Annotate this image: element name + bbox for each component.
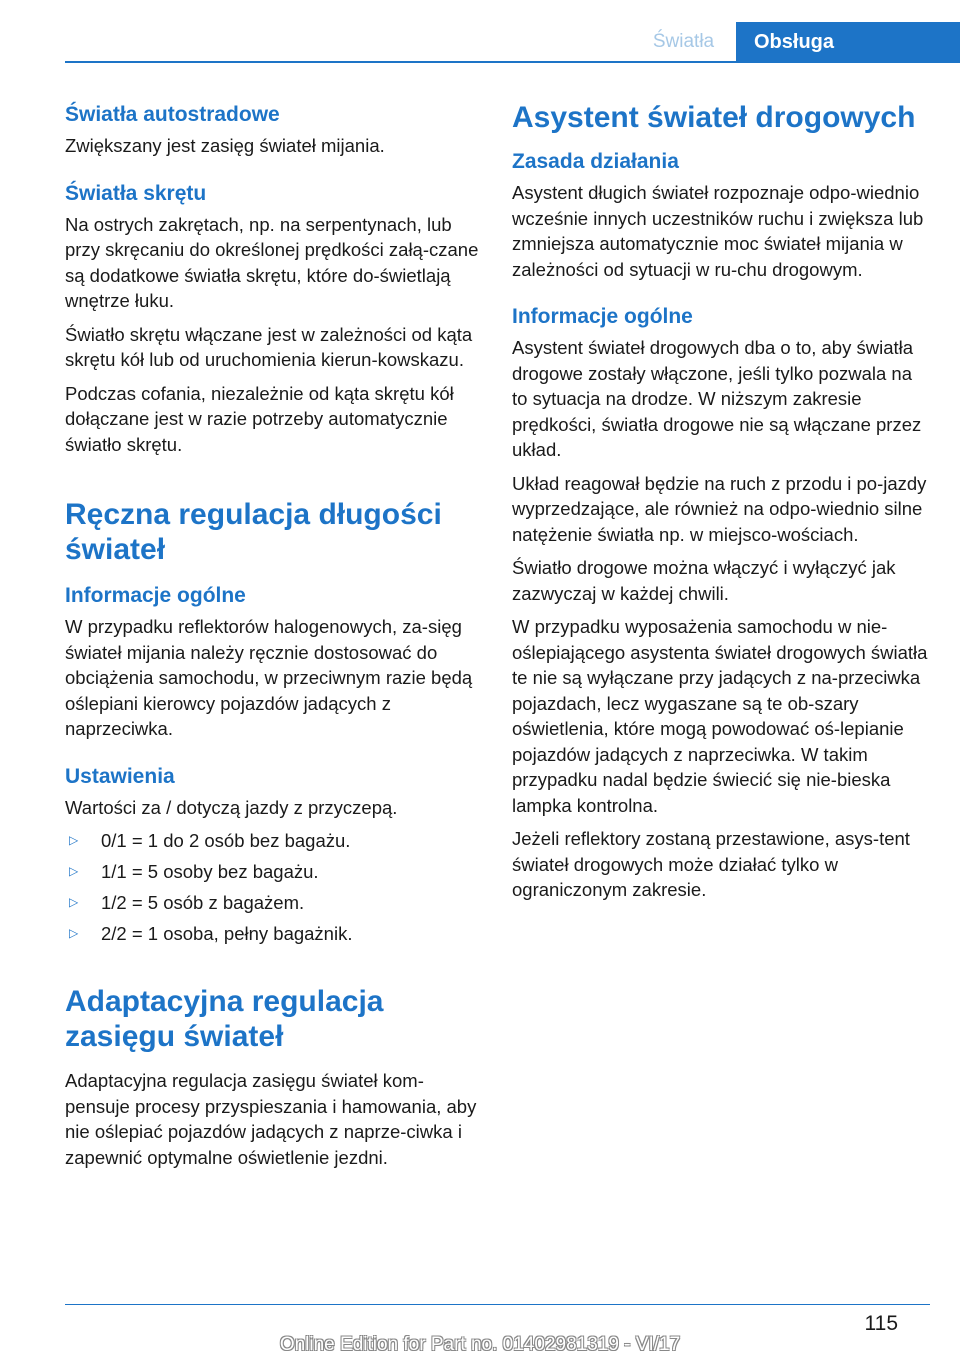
paragraph: Układ reagował będzie na ruch z przodu i po-jazdy wyprzedzające, ale również na odpo-wiednio silne natężenie światła np. w miejsco-wościach.: [512, 472, 927, 545]
list-item: ▷ 1/2 = 5 osób z bagażem.: [69, 892, 305, 913]
footer-rule: [65, 1304, 930, 1305]
paragraph: Podczas cofania, niezależnie od kąta skrętu kół dołączane jest w razie potrzeby automatycznie światło skrętu.: [65, 382, 454, 455]
heading-general-info: Informacje ogólne: [512, 305, 693, 328]
heading-manual-headlight-range: Ręczna regulacja długości świateł: [65, 498, 442, 566]
edition-watermark: Online Edition for Part no. 01402981319 - VI/17: [279, 1334, 681, 1355]
left-column: [65, 100, 480, 1176]
paragraph: Wartości za / dotyczą jazdy z przyczepą.: [65, 796, 398, 818]
heading-adaptive-headlight-range: Adaptacyjna regulacja zasięgu świateł: [65, 985, 384, 1053]
header-section-tab[interactable]: Światła: [652, 31, 715, 52]
paragraph: Adaptacyjna regulacja zasięgu świateł kom-pensuje procesy przyspieszania i hamowania, aby nie oślepiać pojazdów jadących z naprze-ciwka i zapewnić optymalne oświetlenie jezdni.: [65, 1070, 477, 1168]
triangle-bullet-icon: ▷: [69, 833, 79, 847]
list-item: ▷ 2/2 = 1 osoba, pełny bagażnik.: [69, 923, 353, 944]
paragraph: Zwiększany jest zasięg świateł mijania.: [65, 135, 385, 156]
heading-cornering-lights: Światła skrętu: [65, 181, 207, 205]
heading-settings: Ustawienia: [65, 764, 175, 788]
triangle-bullet-icon: ▷: [69, 895, 79, 909]
heading-high-beam-assistant: Asystent świateł drogowych: [512, 101, 916, 134]
heading-general-info: Informacje ogólne: [65, 584, 246, 607]
right-column: [512, 100, 930, 909]
paragraph: W przypadku wyposażenia samochodu w nie-oślepiającego asystenta świateł drogowych światła te nie są wyłączane przy jadących z na-przeciwka pojazdach, lecz wygaszane są te ob-szary oświetlenia, które mogą powodować oś-lepianie pojazdów jadących z naprzeciwka. W takim przypadku nadal będzie świecić się nie-bieska lampka kontrolna.: [512, 616, 928, 816]
heading-highway-lights: Światła autostradowe: [65, 103, 280, 126]
paragraph: W przypadku reflektorów halogenowych, za-sięg świateł mijania należy ręcznie dostosować do obciążenia samochodu, w przeciwnym razie będą oślepiani kierowcy pojazdów jadących z naprzeciwka.: [65, 616, 473, 739]
settings-list: [65, 828, 480, 946]
header-chapter-tab[interactable]: Obsługa: [736, 22, 960, 62]
paragraph: Asystent długich świateł rozpoznaje odpo-wiednio wcześnie innych uczestników ruchu i zwiększa lub zmniejsza automatycznie moc świateł mijania w zależności od sytuacji w ru-chu drogowym.: [512, 182, 924, 280]
triangle-bullet-icon: ▷: [69, 864, 79, 878]
paragraph: Światło drogowe można włączyć i wyłączyć jak zazwyczaj w każdej chwili.: [512, 557, 896, 604]
triangle-bullet-icon: ▷: [69, 926, 79, 940]
paragraph: Asystent świateł drogowych dba o to, aby światła drogowe zostały włączone, jeśli tylko pozwala na to sytuacja na drodze. W niższym zakresie prędkości, światła drogowe nie są włączane przez układ.: [512, 337, 922, 460]
page-number: 115: [864, 1312, 898, 1335]
list-item: ▷ 0/1 = 1 do 2 osób bez bagażu.: [69, 830, 351, 851]
paragraph: Światło skrętu włączane jest w zależności od kąta skrętu kół lub od uruchomienia kierun-kowskazu.: [65, 323, 473, 370]
header-rule: [65, 61, 960, 63]
paragraph: Na ostrych zakrętach, np. na serpentynach, lub przy skręcaniu do określonej prędkości załą-czane są dodatkowe światła skrętu, które do-świetlają wnętrze łuku.: [65, 213, 479, 311]
heading-principle: Zasada działania: [512, 150, 679, 173]
paragraph: Jeżeli reflektory zostaną przestawione, asys-tent świateł drogowych może działać tylko w ograniczonym zakresie.: [512, 828, 910, 900]
list-item: ▷ 1/1 = 5 osoby bez bagażu.: [69, 861, 319, 882]
